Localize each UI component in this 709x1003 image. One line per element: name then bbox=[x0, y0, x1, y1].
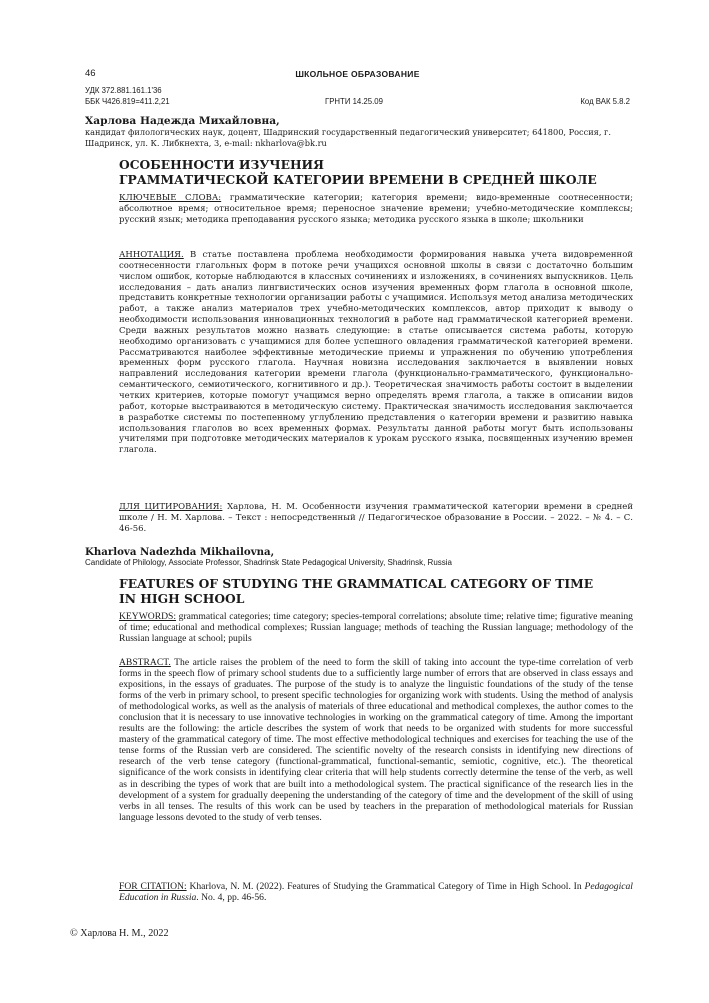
vak-code: Код ВАК 5.8.2 bbox=[580, 97, 630, 106]
copyright-notice: © Харлова Н. М., 2022 bbox=[70, 928, 169, 939]
author-name-en: Kharlova Nadezhda Mikhailovna, bbox=[85, 546, 275, 558]
bbk-code: ББК Ч426.819=411.2,21 bbox=[85, 97, 170, 106]
keywords-en-text: grammatical categories; time category; species-temporal correlations; absolute time; relative time; figurative meaning of time; educational and methodical complexes; Russian language; methods of teaching the Russian language; methodology of the Russian language at school; pupils bbox=[119, 611, 633, 645]
citation-en bbox=[119, 881, 633, 903]
author-affiliation-ru: кандидат филологических наук, доцент, Шадринский государственный педагогический университет; 641800, Россия, г. Шадринск, ул. К. Либкнехта, 3, e-mail: nkharlova@bk.ru bbox=[85, 127, 611, 148]
title-ru-line-1: ОСОБЕННОСТИ ИЗУЧЕНИЯ bbox=[119, 157, 325, 172]
abstract-en-label: ABSTRACT. bbox=[119, 657, 171, 668]
keywords-en-label: KEYWORDS: bbox=[119, 611, 177, 622]
citation-en-tail: . No. 4, pp. 46-56. bbox=[196, 892, 267, 904]
citation-en-journal: Pedagogical Education in Russia bbox=[119, 881, 633, 904]
udk-line bbox=[85, 86, 630, 96]
abstract-ru-text: В статье поставлена проблема необходимости формирования навыка учета видовременной соотнесенности глагольных форм в потоке речи учащихся основной школы в связи с достаточно большим числом ошибок, которые наблюдаются в классных сочинениях и изложениях, в сочинениях выпускников. Цель исследования – дать анализ лингвистических основ изучения временных форм глагола в основной школе, представить конкретные технологии организации работы с учащимися. Используя метод анализа методических работ, а также анализ материалов трех учебно-методических комплексов, автор приходит к выводу о необходимости использования инновационных технологий в работе над грамматической категорией времени. Среди важных результатов можно назвать следующие: в статье описывается система работы, которую необходимо организовать с учащимися для более успешного овладения грамматической категорией времени. Рассматриваются наиболее эффективные методические приемы и упражнения по обучению употребления временных форм русского глагола. Научная новизна исследования заключается в выявлении новых направлений исследования категории времени глагола (функционально-грамматического, функционально-семантического, семиотического, когнитивного и др.). Теоретическая значимость работы состоит в выделении четких критериев, которые помогут учащимся верно определять время глагола, а также в описании видов работ, которые выстраиваются в методическую систему. Практическая значимость исследования заключается в разработке системы по постепенному углублению представления о категории времени и развитию навыка использования глаголов во всех временных формах. Результаты данной работы могут быть использованы учителями при подготовке методических материалов к урокам русского языка, посвященных изучению времен глагола. bbox=[119, 250, 633, 456]
title-en-line-2: IN HIGH SCHOOL bbox=[119, 591, 245, 606]
author-name-ru: Харлова Надежда Михайловна, bbox=[85, 115, 280, 127]
citation-en-label: FOR CITATION: bbox=[119, 881, 187, 892]
keywords-en bbox=[119, 611, 633, 644]
author-affiliation-en: Candidate of Philology, Associate Professor, Shadrinsk State Pedagogical University, Shadrinsk, Russia bbox=[85, 558, 453, 567]
citation-ru-text: Харлова, Н. М. Особенности изучения грамматической категории времени в средней школе / Н. М. Харлова. – Текст : непосредственный // Педагогическое образование в России. – 2022. – № 4. – С. 46-56. bbox=[119, 502, 634, 534]
abstract-ru bbox=[119, 250, 633, 456]
journal-section-title: ШКОЛЬНОЕ ОБРАЗОВАНИЕ bbox=[295, 69, 420, 79]
abstract-en bbox=[119, 657, 633, 823]
citation-ru-label: ДЛЯ ЦИТИРОВАНИЯ: bbox=[119, 502, 223, 512]
article-title-ru bbox=[119, 157, 639, 187]
title-ru-line-2: ГРАММАТИЧЕСКОЙ КАТЕГОРИИ ВРЕМЕНИ В СРЕДНЕЙ ШКОЛЕ bbox=[119, 172, 597, 187]
page-number: 46 bbox=[85, 68, 96, 79]
abstract-en-text: The article raises the problem of the need to form the skill of taking into account the type-time correlation of verb forms in the speech flow of primary school students due to a sufficiently large number of errors that are observed in class essays and expositions, in the essays of graduates. The purpose of the study is to analyze the linguistic foundations of the study of the tense forms of the verb in primary school, to present specific technologies for organizing work with students. Using the method of analysis of methodological works, as well as the analysis of materials of three educational and methodical complexes, the author comes to the conclusion that it is necessary to use innovative technologies in working on the grammatical category of time. Among the important results are the following: the article describes the system of work that needs to be organized with students for more successful mastery of the grammatical category of time. The most effective methodological techniques and exercises for teaching the use of the tense forms of the Russian verb are considered. The scientific novelty of the research consists in identifying new directions of research of the verb tense category (functional-grammatical, functional-semantic, semiotic, cognitive, etc.). The theoretical significance of the work consists in identifying clear criteria that will help students correctly determine the tense of the verb, as well as in describing the types of work that are built into a methodological system. The practical significance of the research lies in the development of a system for gradually deepening the understanding of the category of time and the development of the skill of using verbs in all tenses. The results of this work can be used by teachers in the preparation of methodological materials for Russian language lessons devoted to the study of verb tenses. bbox=[119, 657, 633, 823]
citation-en-text: Kharlova, N. M. (2022). Features of Studying the Grammatical Category of Time in High School. In bbox=[189, 881, 585, 892]
abstract-ru-label: АННОТАЦИЯ. bbox=[119, 250, 184, 260]
citation-ru bbox=[119, 502, 633, 535]
keywords-ru-text: грамматические категории; категория времени; видо-временные соотнесенности; абсолютное время; относительное время; переносное значение времени; учебно-методические комплексы; русский язык; методика преподавания русского языка; методика русского языка в школе; школьники bbox=[119, 193, 634, 225]
classification-line bbox=[85, 97, 630, 107]
article-title-en bbox=[119, 576, 639, 606]
grnti-code: ГРНТИ 14.25.09 bbox=[325, 97, 383, 106]
running-header bbox=[85, 68, 630, 82]
keywords-ru-label: КЛЮЧЕВЫЕ СЛОВА: bbox=[119, 193, 222, 203]
title-en-line-1: FEATURES OF STUDYING THE GRAMMATICAL CATEGORY OF TIME bbox=[119, 576, 594, 591]
udk-code: УДК 372.881.161.1'36 bbox=[85, 86, 162, 95]
keywords-ru bbox=[119, 193, 633, 226]
